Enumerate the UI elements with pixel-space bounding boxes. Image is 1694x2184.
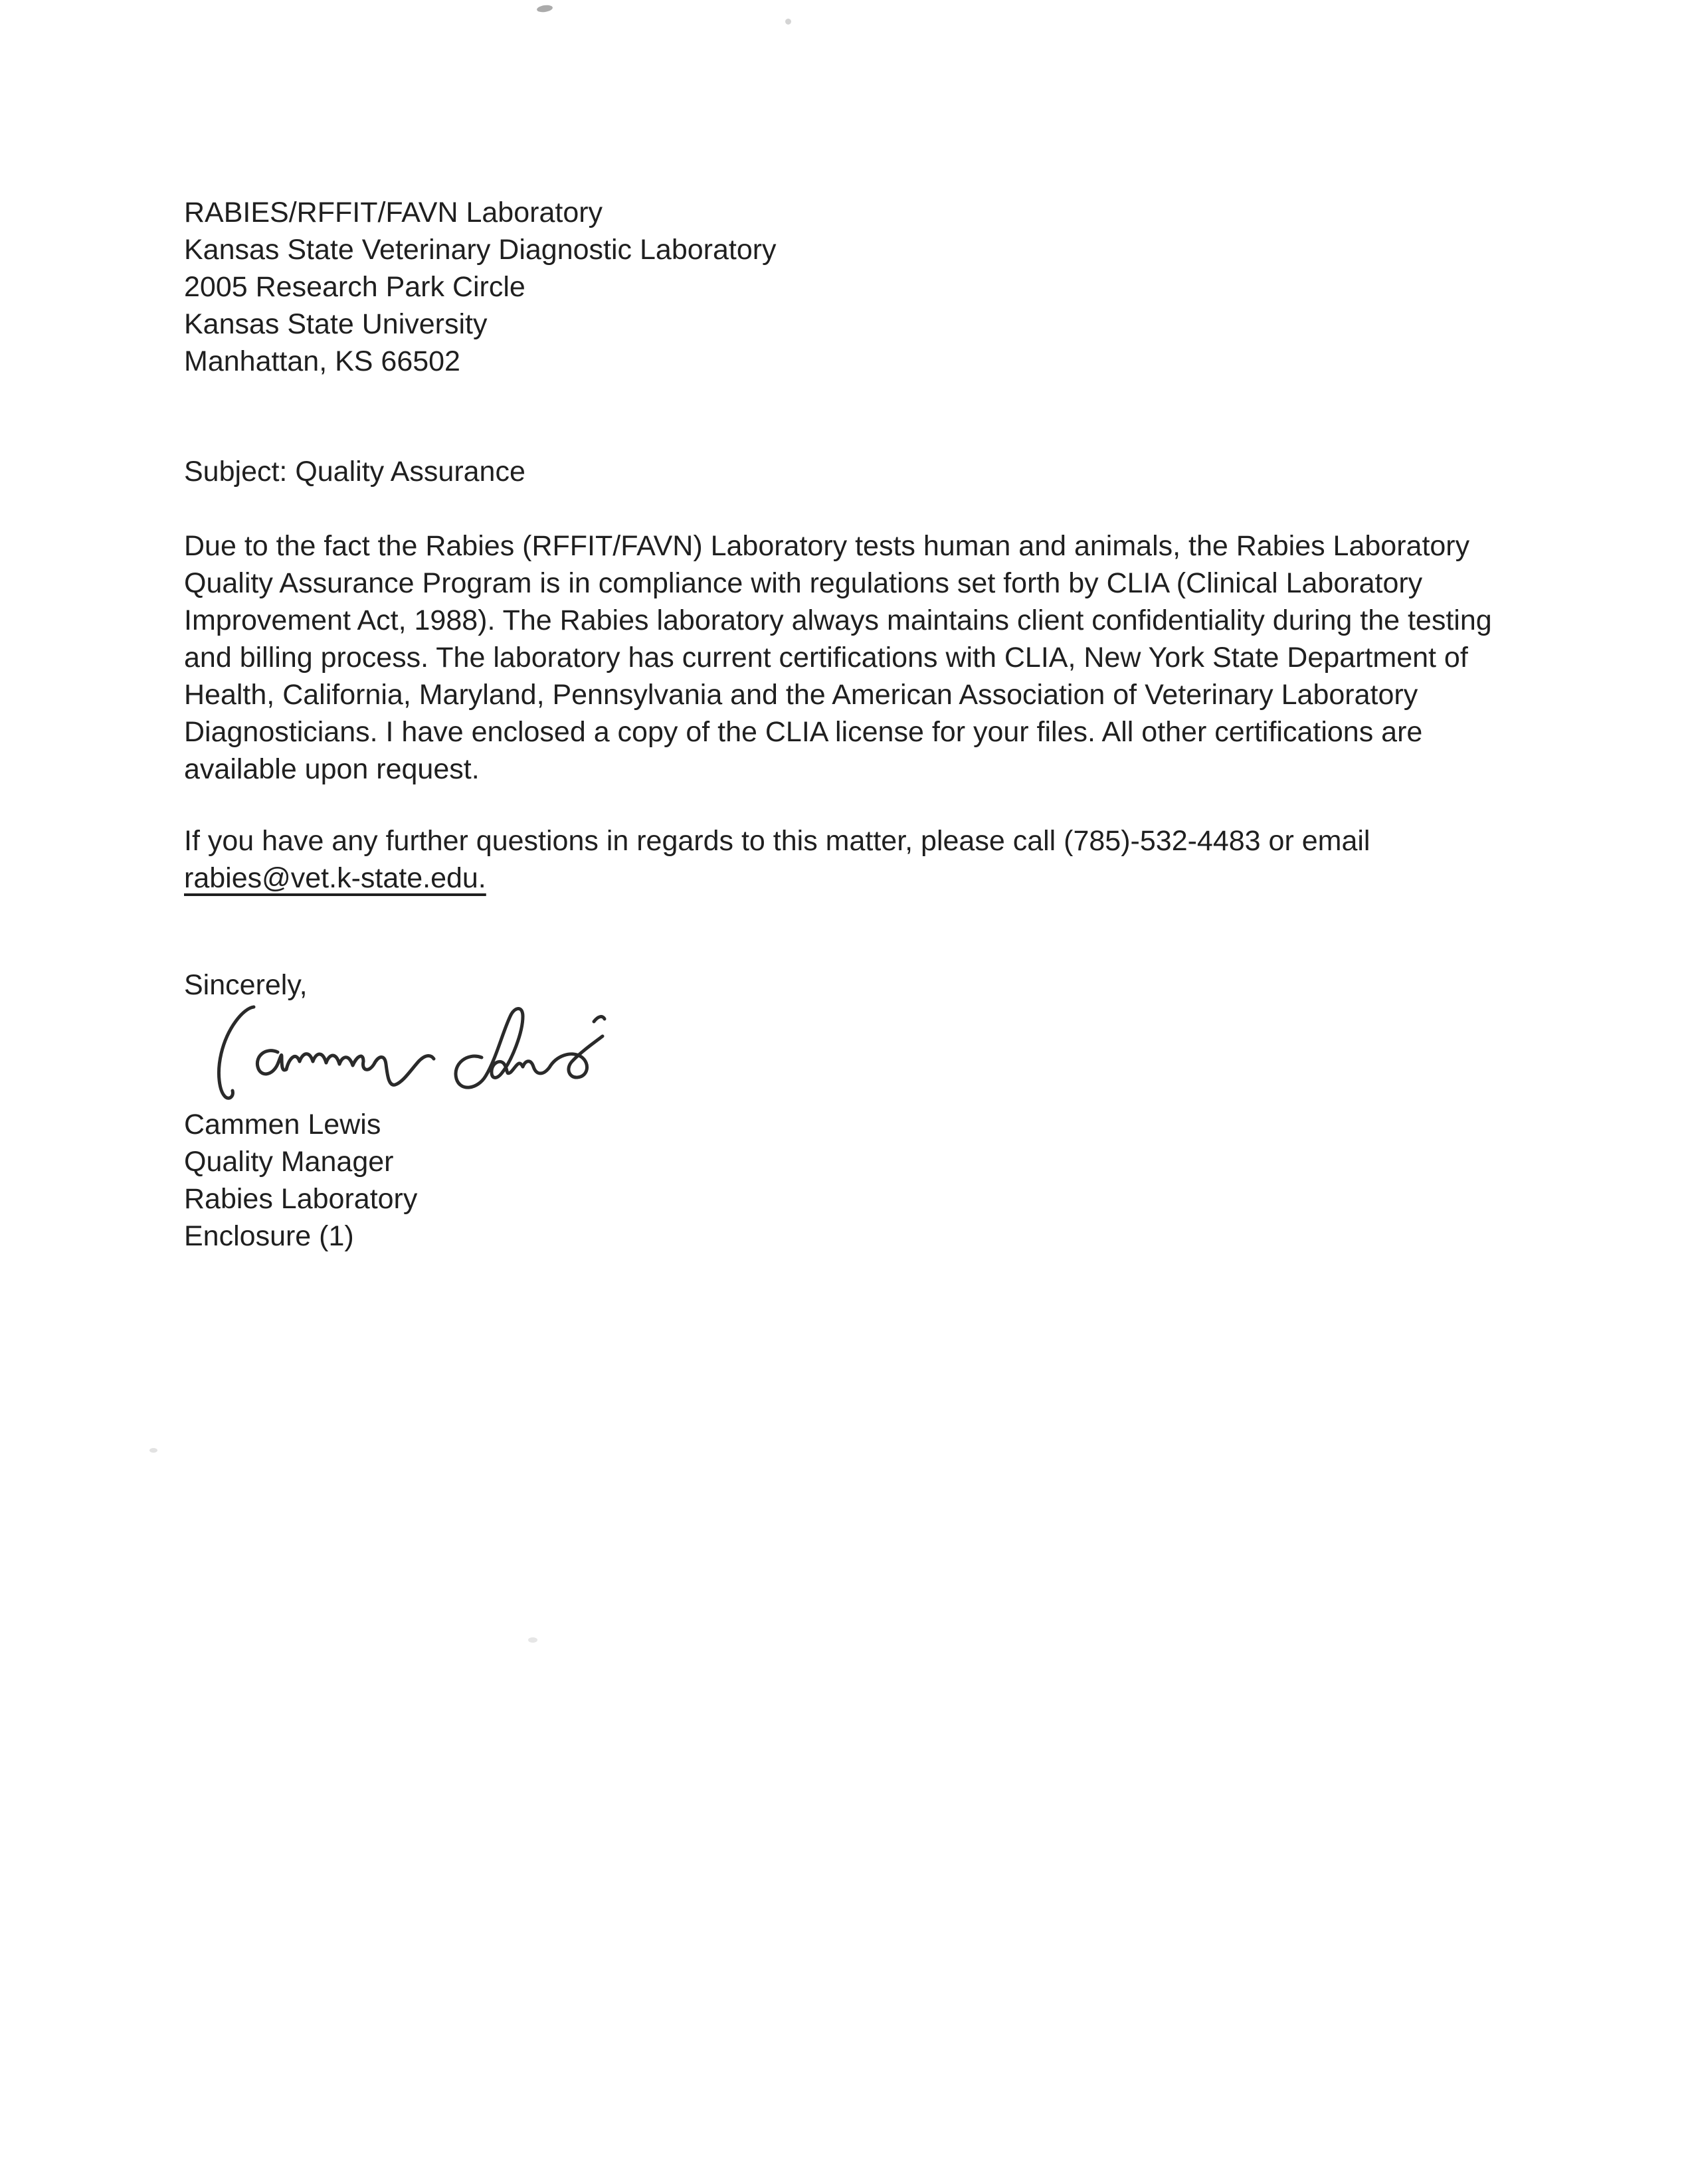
signature-image	[185, 995, 643, 1107]
body-line	[184, 860, 1370, 897]
email-link[interactable]: rabies@vet.k-state.edu.	[184, 862, 486, 894]
letterhead-street: 2005 Research Park Circle	[184, 271, 525, 303]
body-line: and billing process. The laboratory has current certifications with CLIA, New York State Department of	[184, 642, 1468, 674]
scan-speck	[536, 4, 553, 13]
scan-speck	[149, 1448, 157, 1453]
scan-speck	[528, 1637, 537, 1643]
body-line: If you have any further questions in regards to this matter, please call (785)-532-4483 or email	[184, 825, 1370, 857]
subject-line: Subject: Quality Assurance	[184, 456, 525, 488]
signature-block	[184, 1106, 417, 1255]
body-line: Quality Assurance Program is in compliance with regulations set forth by CLIA (Clinical Laboratory	[184, 567, 1423, 599]
body-line: Health, California, Maryland, Pennsylvania and the American Association of Veterinary Laboratory	[184, 679, 1418, 711]
letterhead-address	[184, 194, 777, 380]
body-line: available upon request.	[184, 753, 480, 785]
scan-speck	[785, 19, 791, 25]
letterhead-university: Kansas State University	[184, 308, 488, 340]
sender-name: Cammen Lewis	[184, 1109, 381, 1140]
sender-department: Rabies Laboratory	[184, 1183, 418, 1215]
body-line: Improvement Act, 1988). The Rabies laboratory always maintains client confidentiality during the testing	[184, 604, 1492, 636]
letterhead-org-name: Kansas State Veterinary Diagnostic Laboratory	[184, 234, 777, 266]
enclosure-note: Enclosure (1)	[184, 1220, 354, 1252]
letterhead-city-state-zip: Manhattan, KS 66502	[184, 345, 460, 377]
body-paragraph-1	[184, 527, 1492, 788]
letterhead-lab-name: RABIES/RFFIT/FAVN Laboratory	[184, 197, 603, 228]
body-paragraph-2	[184, 822, 1370, 897]
body-line: Due to the fact the Rabies (RFFIT/FAVN) Laboratory tests human and animals, the Rabies Laboratory	[184, 530, 1470, 562]
valediction: Sincerely,	[184, 969, 308, 1001]
sender-title: Quality Manager	[184, 1146, 394, 1178]
body-line: Diagnosticians. I have enclosed a copy of the CLIA license for your files. All other certifications are	[184, 716, 1423, 748]
